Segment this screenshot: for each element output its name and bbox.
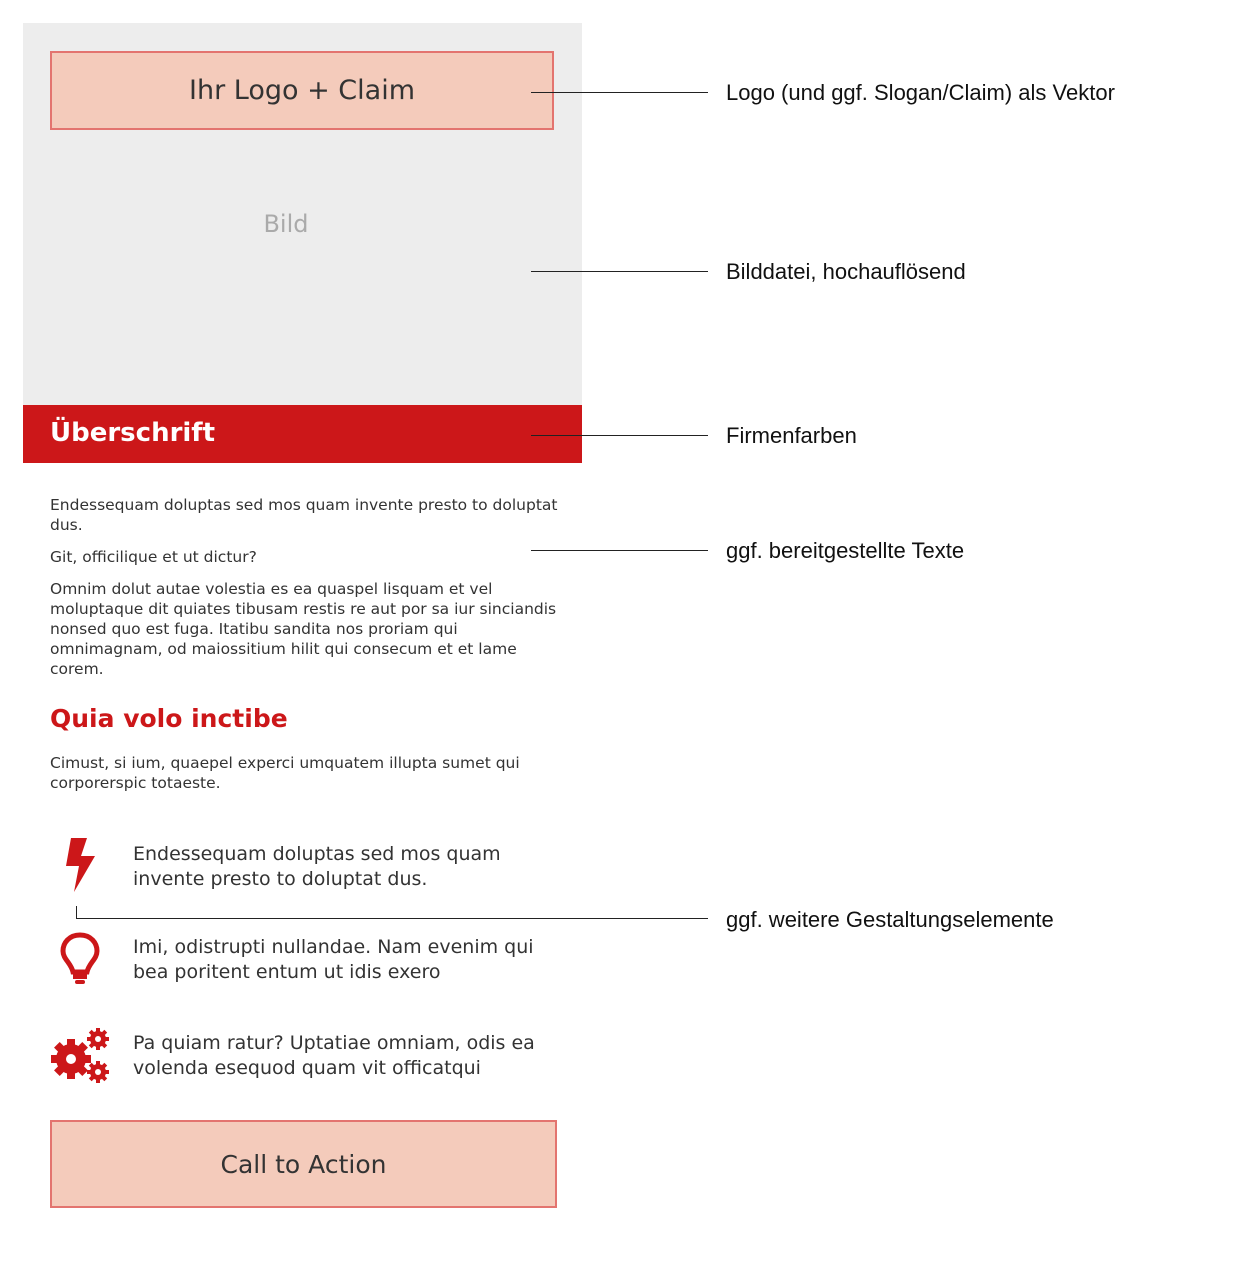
call-to-action-button[interactable] [50, 1120, 557, 1208]
leader-line-design-elements [77, 918, 708, 919]
leader-line-image [531, 271, 708, 272]
feature-text-1: Endessequam doluptas sed mos quam invente presto to doluptat dus. [133, 843, 501, 890]
lightbulb-icon [60, 932, 100, 986]
leader-line-texts [531, 550, 708, 551]
logo-claim-label: Ihr Logo + Claim [189, 75, 415, 106]
gears-icon [47, 1025, 113, 1085]
body-paragraph-3: Omnim dolut autae volestia es ea quaspel lisquam et vel moluptaque dit quiates tibusam restis re aut por sa iur sinciandis nonsed quo est fuga. Itatibu sandita nos proriam qui omnimagnam, od maiossitium hilit qui consecum et et lame corem. [50, 580, 557, 678]
leader-line-design-elements-tick [76, 906, 77, 919]
annotation-colors: Firmenfarben [726, 423, 857, 448]
body-paragraph-2: Git, officilique et ut dictur? [50, 548, 257, 566]
body-paragraph-1: Endessequam doluptas sed mos quam invente presto to doluptat dus. [50, 496, 558, 534]
annotation-design-elements: ggf. weitere Gestaltungselemente [726, 907, 1054, 932]
image-label: Bild [263, 210, 309, 238]
leader-line-logo [531, 92, 708, 93]
feature-text-2: Imi, odistrupti nullandae. Nam evenim qui bea poritent entum ut idis exero [133, 936, 534, 983]
annotation-logo: Logo (und ggf. Slogan/Claim) als Vektor [726, 80, 1115, 105]
feature-text-3: Pa quiam ratur? Uptatiae omniam, odis ea volenda esequod quam vit officatqui [133, 1032, 535, 1079]
call-to-action-label: Call to Action [220, 1149, 387, 1179]
sub-paragraph: Cimust, si ium, quaepel experci umquatem illupta sumet qui corporerspic totaeste. [50, 754, 520, 792]
subheading: Quia volo inctibe [50, 704, 288, 733]
logo-claim-box [50, 51, 554, 130]
annotation-image: Bilddatei, hochauflösend [726, 259, 966, 284]
annotation-texts: ggf. bereitgestellte Texte [726, 538, 965, 563]
lightning-icon [62, 836, 98, 894]
leader-line-colors [531, 435, 708, 436]
heading-text: Überschrift [50, 418, 216, 448]
